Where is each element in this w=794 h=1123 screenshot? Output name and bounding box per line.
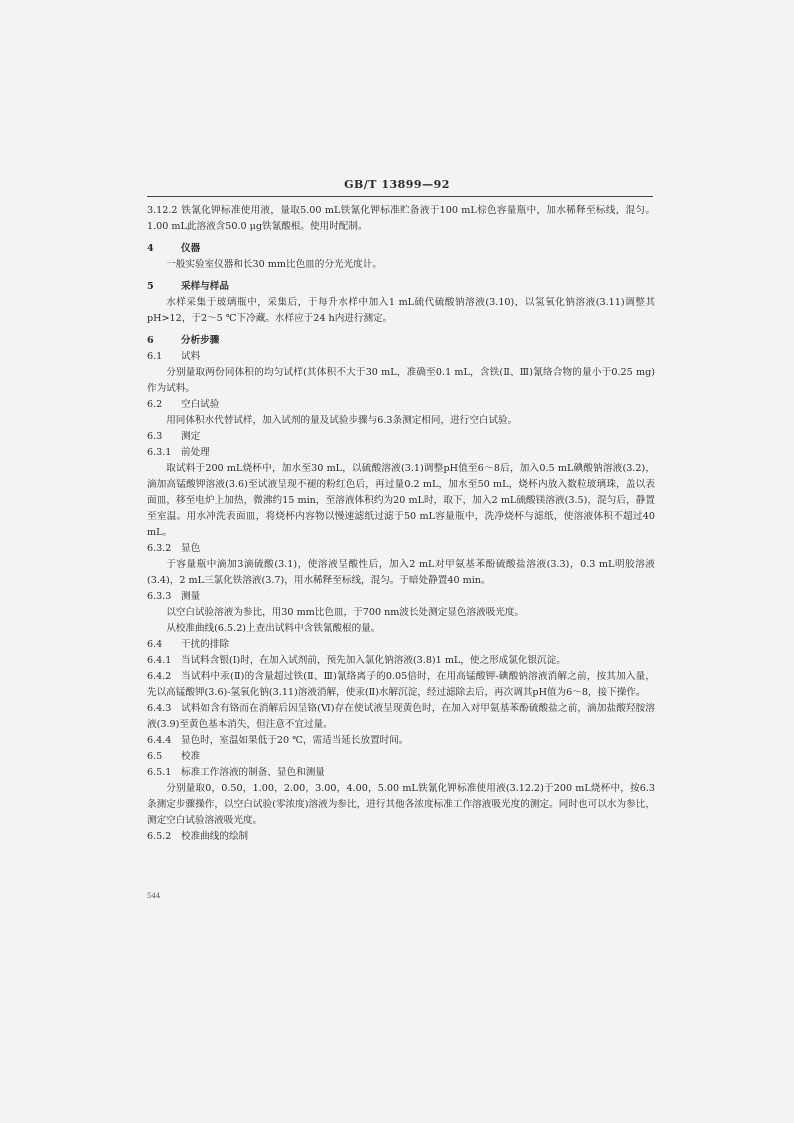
clause-text: 当试料中汞(Ⅱ)的含量超过铁(Ⅱ、Ⅲ)氰络离子的0.05倍时，在用高锰酸钾-碘酸钠溶液消解之前，按其加入量，先以高锰酸钾(3.6)-氢氧化钠(3.11)溶液消解，使汞(Ⅱ)水解沉淀，经过滤除去后，再次调其pH值为6～8，接下操作。 [147,671,655,698]
clause-number: 6.2 [147,399,163,410]
clause [147,397,655,413]
section-number: 5 [147,281,154,292]
paragraph: 分别量取两份同体积的均匀试样(其体积不大于30 mL，准确至0.1 mL，含铁(Ⅱ、Ⅲ)氰络合物的量小于0.25 mg)作为试料。 [147,367,655,394]
clause-number: 6.3.3 [147,591,172,602]
clause-number: 6.4.2 [147,671,172,682]
clause-text: 显色 [181,543,201,554]
clause [147,429,655,445]
clause-number: 6.4.1 [147,655,172,666]
section-title: 仪器 [181,243,201,254]
clause [147,701,655,733]
section-title: 采样与样品 [181,281,229,292]
clause-text: 校准曲线的绘制 [181,831,249,842]
clause [147,733,655,749]
clause [147,349,655,365]
clause-number: 6.1 [147,351,163,362]
paragraph: 水样采集于玻璃瓶中，采集后，于每升水样中加入1 mL硫代硫酸钠溶液(3.10)，以氢氧化钠溶液(3.11)调整其pH>12，于2～5 ℃下冷藏。水样应于24 h内进行测定。 [147,297,655,324]
clause [147,445,655,461]
standard-code-header: GB/T 13899—92 [344,178,450,191]
clause-number: 6.4.3 [147,703,172,714]
paragraph: 取试料于200 mL烧杯中，加水至30 mL，以硫酸溶液(3.1)调整pH值至6～8后，加入0.5 mL碘酸钠溶液(3.2)，滴加高锰酸钾溶液(3.6)至试液呈现不褪的粉红色后，再过量0.2 mL，加水至50 mL，烧杯内放入数粒玻璃珠，盖以表面皿，移至电炉上加热，微沸约15 min，至溶液体积约为20 mL时，取下，加入2 mL硫酸镁溶液(3.5)，混匀后，静置至室温。用水冲洗表面皿，将烧杯内容物以慢速滤纸过滤于50 mL容量瓶中，洗净烧杯与滤纸，使溶液体积不超过40 mL。 [147,463,655,538]
clause-text: 试料如含有铬而在消解后因呈铬(Ⅵ)存在使试液呈现黄色时，在加入对甲氨基苯酚硫酸盐之前，滴加盐酸羟胺溶液(3.9)至黄色基本消失，但注意不宜过量。 [147,703,655,730]
section-number: 4 [147,243,154,254]
clause [147,749,655,765]
clause-text: 试料 [181,351,201,362]
clause-text: 干扰的排除 [181,639,229,650]
clause-number: 3.12.2 [147,205,178,216]
paragraph: 于容量瓶中滴加3滴硫酸(3.1)，使溶液呈酸性后，加入2 mL对甲氨基苯酚硫酸盐溶液(3.3)，0.3 mL明胶溶液(3.4)，2 mL三氯化铁溶液(3.7)，用水稀释至标线，混匀。于暗处静置40 min。 [147,559,655,586]
section-number: 6 [147,335,154,346]
clause-text: 测定 [181,431,201,442]
section-heading [147,333,655,349]
clause-number: 6.5.2 [147,831,172,842]
clause [147,653,655,669]
clause-text: 当试料含银(Ⅰ)时，在加入试剂前，预先加入氯化钠溶液(3.8)1 mL，使之形成氯化银沉淀。 [181,655,566,666]
section-title: 分析步骤 [181,335,220,346]
clause-text: 前处理 [181,447,210,458]
clause [147,589,655,605]
clause-number: 6.4 [147,639,163,650]
clause-number: 6.5.1 [147,767,172,778]
section-heading [147,279,655,295]
clause-text: 校准 [181,751,201,762]
clause-number: 6.3 [147,431,163,442]
section-heading [147,241,655,257]
paragraph: 从校准曲线(6.5.2)上查出试料中含铁氰酸根的量。 [166,623,381,634]
page-number: 544 [147,892,161,900]
clause-number: 6.4.4 [147,735,172,746]
clause-text: 测量 [181,591,201,602]
paragraph: 以空白试验溶液为参比，用30 mm比色皿，于700 nm波长处测定显色溶液吸光度。 [166,607,525,618]
clause-text: 铁氰化钾标准使用液，量取5.00 mL铁氰化钾标准贮备液于100 mL棕色容量瓶中，加水稀释至标线，混匀。1.00 mL此溶液含50.0 μg铁氰酸根。使用时配制。 [147,205,655,232]
clause-number: 6.5 [147,751,163,762]
clause [147,637,655,653]
clause-number: 6.3.2 [147,543,172,554]
clause [147,541,655,557]
clause [147,203,655,235]
paragraph: 一般实验室仪器和长30 mm比色皿的分光光度计。 [166,259,382,270]
clause-text: 标准工作溶液的制备、显色和测量 [181,767,325,778]
clause [147,765,655,781]
clause-text: 空白试验 [181,399,220,410]
paragraph: 分别量取0，0.50，1.00，2.00，3.00，4.00，5.00 mL铁氰化钾标准使用液(3.12.2)于200 mL烧杯中，按6.3条测定步骤操作，以空白试验(零浓度)溶液为参比，进行其他各浓度标准工作溶液吸光度的测定。同时也可以水为参比，测定空白试验溶液吸光度。 [147,783,655,826]
clause [147,669,655,701]
clause-number: 6.3.1 [147,447,172,458]
paragraph: 用同体积水代替试样，加入试剂的量及试验步骤与6.3条测定相同，进行空白试验。 [166,415,518,426]
clause-text: 显色时，室温如果低于20 ℃，需适当延长放置时间。 [181,735,409,746]
header-rule [147,196,653,197]
clause [147,829,655,845]
document-body [147,203,655,845]
